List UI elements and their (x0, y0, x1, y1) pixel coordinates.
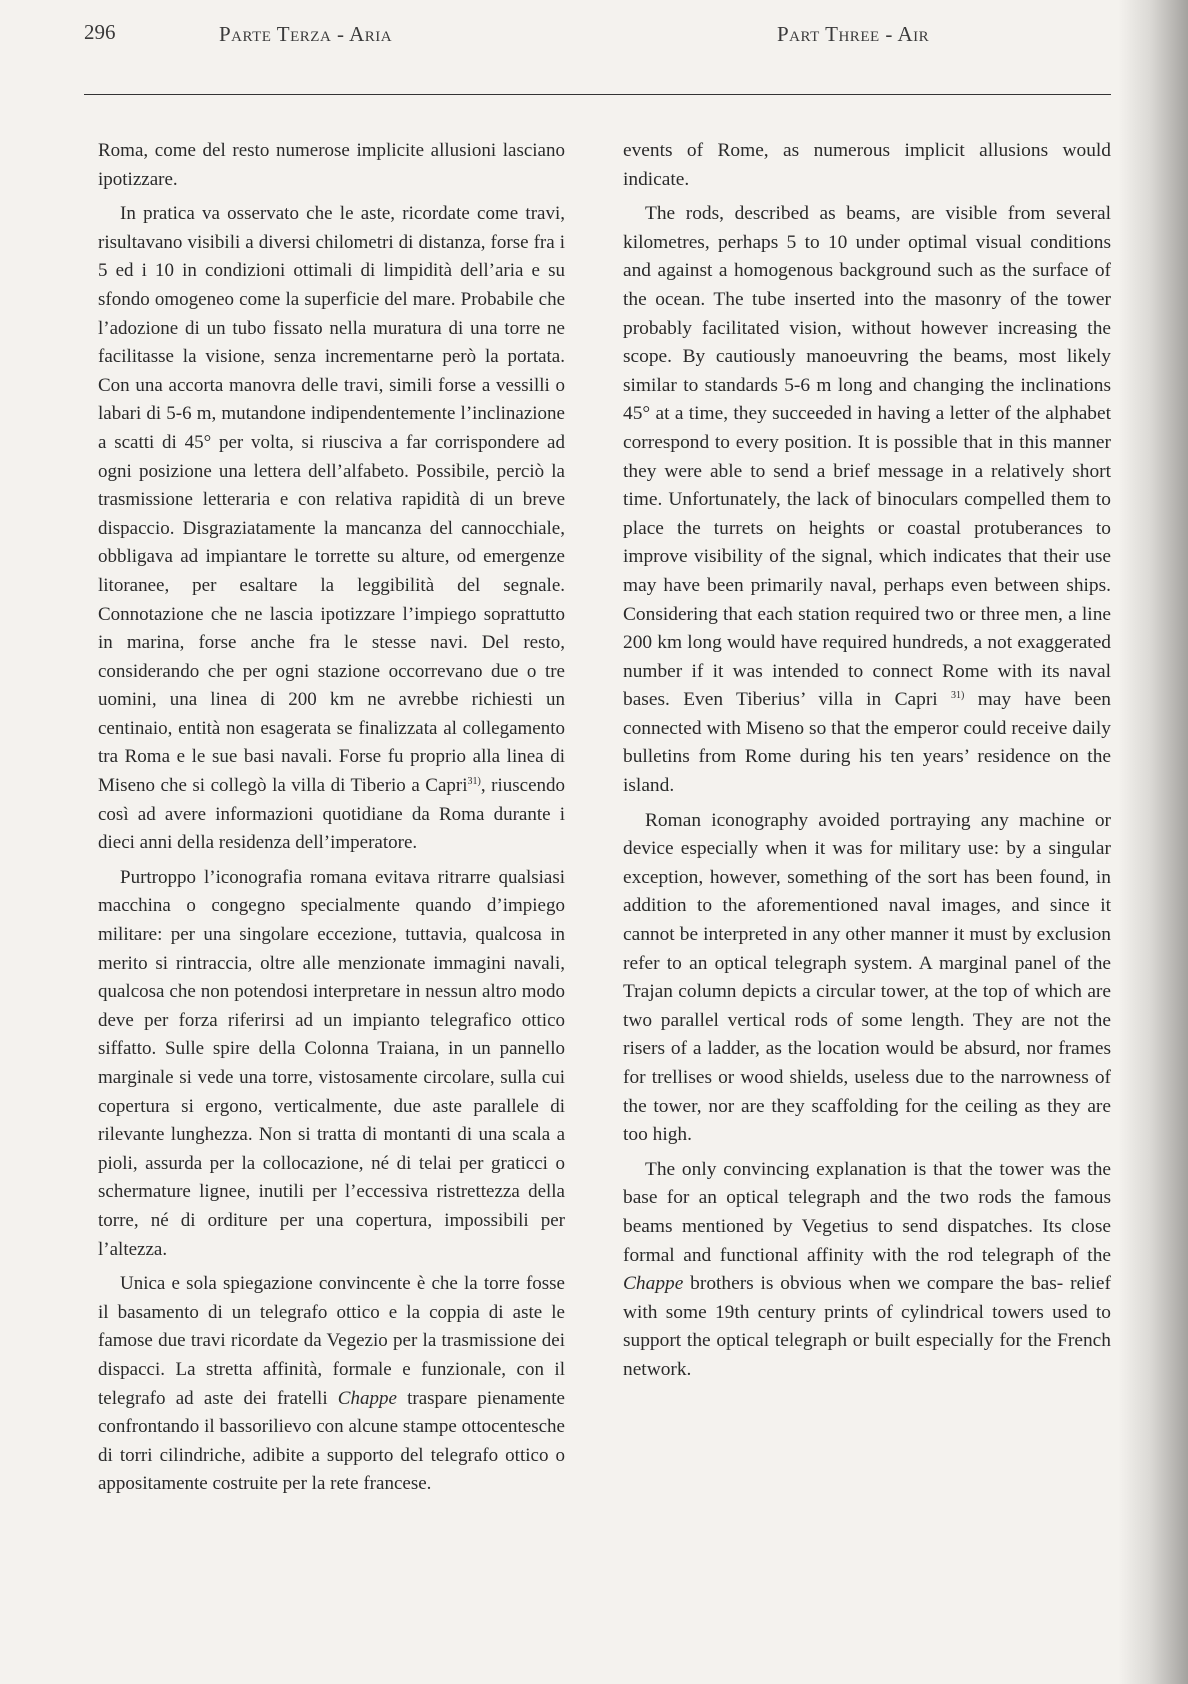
running-title-italian: Parte Terza - Aria (219, 22, 393, 46)
english-paragraph-4-text-a: The only convincing explanation is that the tower was the base for an optical telegraph and the two rods the famous beams mentioned by Vegetius to send dispatches. Its close formal and functional affinity with the rod telegraph of the (623, 1158, 1111, 1266)
italian-paragraph-2-text-a: In pratica va osservato che le aste, ricordate come travi, risultavano visibili a diversi chilometri di distanza, forse fra i 5 ed i 10 in condizioni ottimali di limpidità dell’aria e su sfondo omogeneo come la superficie del mare. Probabile che l’adozione di un tubo fissato nella muratura di una torre ne facilitasse la visione, senza incrementarne però la portata. Con una accorta manovra delle travi, simili forse a vessilli o labari di 5-6 m, mutandone indipendentemente l’inclinazione a scatti di 45° per volta, si riusciva a far corrispondere ad ogni posizione una lettera dell’alfabeto. Possibile, perciò la trasmissione letteraria e con relativa rapidità di un breve dispaccio. Disgraziatamente la mancanza del cannocchiale, obbligava ad impiantare le torrette su alture, od emergenze litoranee, per esaltare la leggibilità del segnale. Connotazione che ne lascia ipotizzare l’impiego soprattutto in marina, forse anche fra le stesse navi. Del resto, considerando che per ogni stazione occorrevano due o tre uomini, una linea di 200 km ne avrebbe richiesti un centinaio, entità non esagerata se finalizzata al collegamento tra Roma e le sue basi navali. Forse fu proprio alla linea di Miseno che si collegò la villa di Tiberio a Capri (98, 203, 565, 797)
italian-paragraph-4 (98, 1270, 565, 1499)
italian-column (98, 137, 565, 1505)
english-paragraph-2-text-b: may have been connected with Miseno so that the emperor could receive daily bulletins from Rome during his ten years’ residence on the island. (623, 689, 1111, 797)
english-paragraph-3 (623, 807, 1111, 1150)
english-paragraph-4 (623, 1156, 1111, 1385)
italian-paragraph-2 (98, 200, 565, 858)
footnote-ref-31: 31) (467, 776, 481, 788)
italian-chappe-italic: Chappe (337, 1387, 397, 1409)
english-paragraph-1 (623, 137, 1111, 194)
english-paragraph-2-text-a: The rods, described as beams, are visible from several kilometres, perhaps 5 to 10 under optimal visual conditions and against a homogenous background such as the surface of the ocean. The tube inserted into the masonry of the tower probably facilitated vision, without however increasing the scope. By cautiously manoeuvring the beams, most likely similar to standards 5-6 m long and changing the inclinations 45° at a time, they succeeded in having a letter of the alphabet correspond to every position. It is possible that in this manner they were able to send a brief message in a relatively short time. Unfortunately, the lack of binoculars compelled them to place the turrets on heights or coastal protuberances to improve visibility of the signal, which indicates that their use may have been primarily naval, perhaps even between ships. Considering that each station required two or three men, a line 200 km long would have required hundreds, a not exaggerated number if it was intended to connect Rome with its naval bases. Even Tiberius’ villa in Capri (623, 203, 1111, 711)
english-paragraph-1-text: events of Rome, as numerous implicit allusions would indicate. (623, 140, 1111, 190)
english-column (623, 137, 1111, 1391)
english-paragraph-3-text: Roman iconography avoided portraying any machine or device especially when it was for military use: by a singular exception, however, something of the sort has been found, in addition to the aforementioned naval images, and since it cannot be interpreted in any other manner it must by exclusion refer to an optical telegraph system. A marginal panel of the Trajan column depicts a circular tower, at the top of which are two parallel vertical rods of some length. They are not the risers of a ladder, as the location would be absurd, nor frames for trellises or wood shields, useless due to the narrowness of the tower, nor are they scaffolding for the ceiling as they are too high. (623, 809, 1111, 1146)
footnote-ref-31-english: 31) (951, 690, 965, 702)
running-title-english: Part Three - Air (777, 22, 930, 46)
header-rule (84, 94, 1111, 95)
running-head (84, 20, 1114, 48)
italian-paragraph-1-text: Roma, come del resto numerose implicite allusioni lasciano ipotizzare. (98, 140, 565, 190)
italian-paragraph-1 (98, 137, 565, 194)
english-paragraph-2 (623, 200, 1111, 800)
italian-paragraph-3 (98, 864, 565, 1264)
italian-paragraph-2-text-b: , riuscendo così ad avere informazioni quotidiane da Roma durante i dieci anni della residenza dell’imperatore. (98, 775, 566, 854)
page-number: 296 (84, 20, 116, 44)
italian-paragraph-4-text-a: Unica e sola spiegazione convincente è che la torre fosse il basamento di un telegrafo ottico e la coppia di aste le famose due travi ricordate da Vegezio per la trasmissione dei dispacci. La stretta affinità, formale e funzionale, con il telegrafo ad aste dei fratelli (98, 1273, 565, 1409)
english-chappe-italic: Chappe (623, 1273, 684, 1295)
english-paragraph-4-text-b: brothers is obvious when we compare the bas- relief with some 19th century prints of cylindrical towers used to support the optical telegraph or built especially for the French network. (623, 1273, 1111, 1380)
italian-paragraph-3-text: Purtroppo l’iconografia romana evitava ritrarre qualsiasi macchina o congegno specialmente quando d’impiego militare: per una singolare eccezione, tuttavia, qualcosa in merito si rintraccia, oltre alle menzionate immagini navali, qualcosa che non potendosi interpretare in nessun altro modo deve per forza riferirsi ad un impianto telegrafico ottico siffatto. Sulle spire della Colonna Traiana, in un pannello marginale si vede una torre, vistosamente circolare, sulla cui copertura si ergono, verticalmente, due aste parallele di rilevante lunghezza. Non si tratta di montanti di una scala a pioli, assurda per la collocazione, né di telai per graticci o schermature lignee, inutili per l’eccessiva ristrettezza della torre, né di orditure per una copertura, impossibili per l’altezza. (98, 866, 565, 1260)
italian-paragraph-4-text-b: traspare pienamente confrontando il bassorilievo con alcune stampe ottocentesche di torri cilindriche, adibite a supporto del telegrafo ottico o appositamente costruite per la rete francese. (98, 1387, 565, 1495)
page-edge-shadow (1118, 0, 1188, 1684)
